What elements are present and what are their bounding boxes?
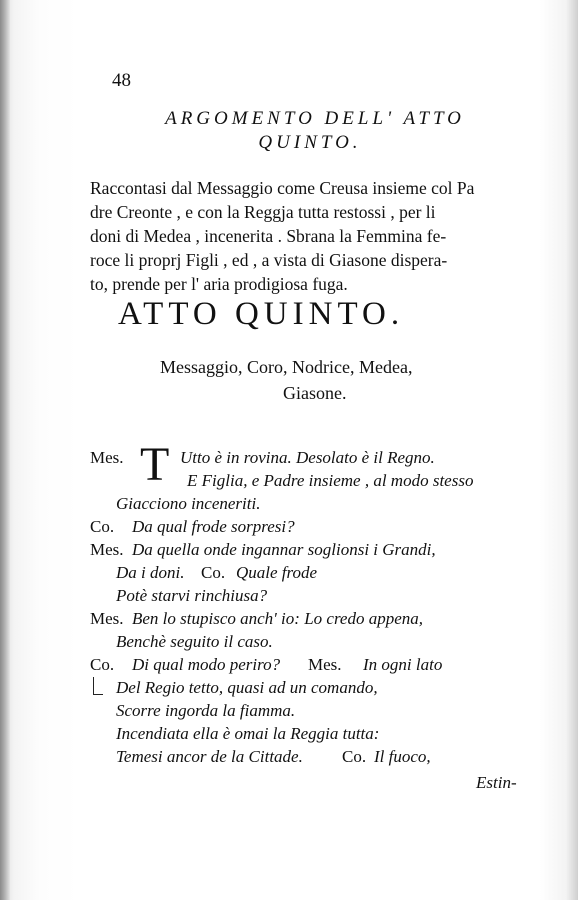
verse-text: Utto è in rovina. Desolato è il Regno. (180, 448, 435, 467)
speaker-label: Mes. (90, 448, 124, 467)
argomento-heading-line1: ARGOMENTO DELL' ATTO (165, 108, 465, 129)
summary-line: Raccontasi dal Messaggio come Creusa insieme col Pa (90, 178, 475, 198)
drop-cap: T (140, 438, 170, 491)
speaker-label: Mes. (90, 540, 124, 559)
summary-line: dre Creonte , e con la Reggja tutta restossi , per li (90, 202, 436, 222)
summary-line: to, prende per l' aria prodigiosa fuga. (90, 274, 348, 294)
act-title: ATTO QUINTO. (118, 296, 405, 332)
dialogue-line (90, 609, 540, 629)
page-number: 48 (112, 70, 131, 91)
verse-text: In ogni lato (363, 655, 443, 674)
summary-line: roce li proprj Figli , ed , a vista di Giasone dispera- (90, 250, 448, 270)
verse-text: Incendiata ella è omai la Reggia tutta: (116, 724, 380, 743)
margin-bracket (93, 677, 103, 695)
verse-text: Da quella onde ingannar soglionsi i Grandi, (132, 540, 436, 559)
summary-line: doni di Medea , incenerita . Sbrana la Femmina fe- (90, 226, 447, 246)
verse-text: Giacciono inceneriti. (116, 494, 261, 513)
verse-text: Scorre ingorda la fiamma. (116, 701, 296, 720)
dialogue-line (90, 540, 540, 560)
verse-text: Di qual modo periro? (132, 655, 281, 674)
cast-list-line2: Giasone. (283, 383, 347, 403)
verse-text: Temesi ancor de la Cittade. (116, 747, 303, 766)
verse-text: Benchè seguito il caso. (116, 632, 273, 651)
catchword: Estin- (476, 773, 517, 792)
verse-text: Ben lo stupisco anch' io: Lo credo appena, (132, 609, 424, 628)
speaker-label: Mes. (90, 609, 124, 628)
argomento-heading-line2: QUINTO. (258, 132, 362, 153)
verse-text: Da i doni. (116, 563, 185, 582)
dialogue-line (90, 517, 540, 537)
verse-text: Quale frode (236, 563, 318, 582)
speaker-label: Co. (90, 517, 115, 536)
dialogue-line (90, 655, 540, 675)
verse-text: Il fuoco, (374, 747, 431, 766)
verse-text: E Figlia, e Padre insieme , al modo stesso (187, 471, 474, 490)
speaker-label: Co. (90, 655, 115, 674)
act-summary (90, 176, 530, 296)
dialogue-line (90, 448, 540, 468)
speaker-label: Co. (201, 563, 226, 582)
gutter-shadow (0, 0, 10, 900)
verse-text: Potè starvi rinchiusa? (116, 586, 268, 605)
verse-text: Da qual frode sorpresi? (132, 517, 295, 536)
speaker-label: Mes. (308, 655, 342, 674)
speaker-label: Co. (342, 747, 367, 766)
cast-list-line1: Messaggio, Coro, Nodrice, Medea, (160, 357, 413, 377)
verse-text: Del Regio tetto, quasi ad un comando, (116, 678, 378, 697)
